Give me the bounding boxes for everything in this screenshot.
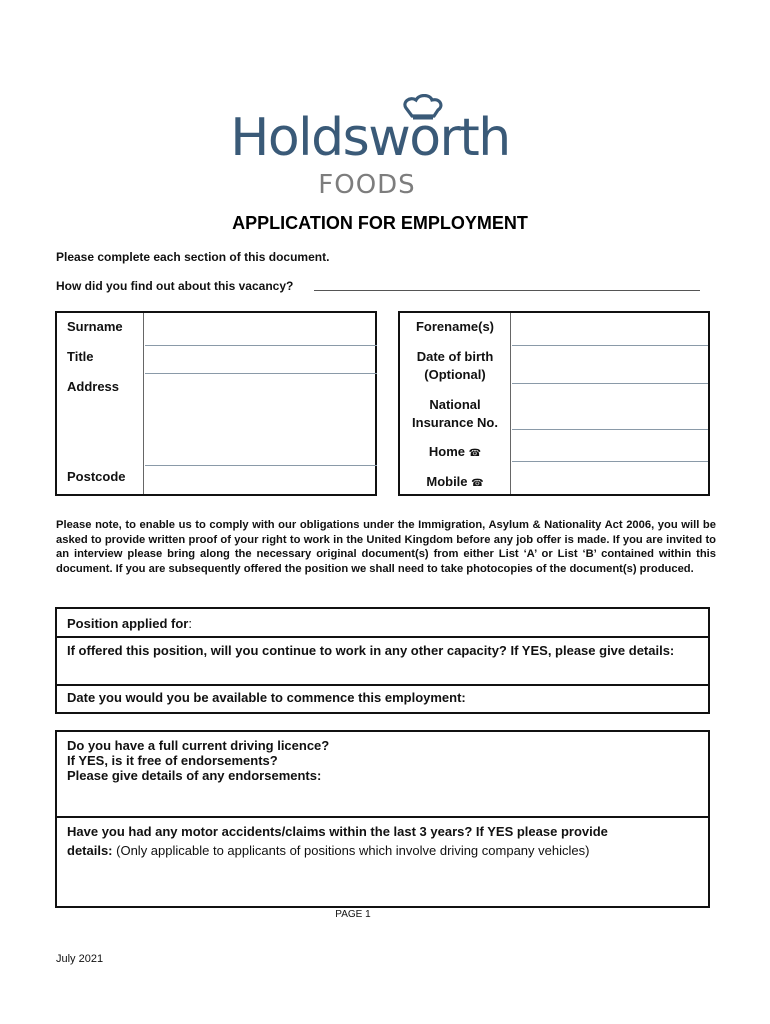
left-box-divider: [143, 313, 144, 494]
forenames-label: Forename(s): [415, 319, 495, 334]
licence-question-1: Do you have a full current driving licence?: [67, 738, 330, 753]
home-phone-field[interactable]: [512, 461, 708, 462]
personal-details-left-box: [55, 311, 377, 496]
forenames-field[interactable]: [512, 345, 708, 346]
position-row-divider-2: [57, 684, 708, 686]
driving-box: [55, 730, 710, 908]
ni-label-line2: Insurance No.: [412, 415, 498, 430]
home-label-text: Home: [428, 444, 466, 459]
licence-question-3: Please give details of any endorsements:: [67, 768, 322, 783]
commence-date-question: Date you would you be available to commence this employment:: [67, 690, 466, 705]
licence-question-2: If YES, is it free of endorsements?: [67, 753, 278, 768]
personal-details-right-box: [398, 311, 710, 496]
dob-field[interactable]: [512, 383, 708, 384]
position-applied-colon: :: [188, 616, 192, 631]
phone-icon: ☎: [471, 478, 484, 489]
accidents-details-line: [67, 842, 589, 859]
accidents-question: Have you had any motor accidents/claims within the last 3 years? If YES please provide: [67, 824, 608, 839]
complete-instruction: Please complete each section of this document.: [56, 250, 330, 264]
ni-field[interactable]: [512, 429, 708, 430]
position-applied-label: [67, 615, 192, 632]
accidents-details-label: details:: [67, 843, 113, 858]
page-number: PAGE 1: [335, 909, 371, 920]
phone-icon: ☎: [468, 448, 482, 459]
logo-wordmark: Holdsworth: [230, 108, 510, 168]
vacancy-answer-line[interactable]: [314, 290, 700, 291]
vacancy-question: How did you find out about this vacancy?: [56, 279, 294, 293]
title-field[interactable]: [145, 373, 377, 374]
dob-label-line2: (Optional): [424, 367, 486, 382]
document-date: July 2021: [56, 953, 104, 965]
dob-label-line1: Date of birth: [416, 349, 494, 364]
postcode-label: Postcode: [67, 469, 126, 484]
right-to-work-note: Please note, to enable us to comply with our obligations under the Immigration, Asylum & Nationality Act 2006, you will be asked to provide written proof of your right to work in the United Kingdom before any job offer is made. If you are invited to an interview please bring along the necessary original document(s) from either List ‘A’ or List ‘B’ contained within this document. If you are subsequently offered the position we shall need to take photocopies of the document(s) produced.: [56, 519, 716, 575]
address-label: Address: [67, 379, 120, 394]
address-field[interactable]: [145, 465, 377, 466]
surname-label: Surname: [67, 319, 123, 334]
position-box: [55, 607, 710, 714]
position-applied-text: Position applied for: [67, 616, 189, 631]
ni-label-line1: National: [429, 397, 481, 412]
position-row-divider-1: [57, 636, 708, 638]
driving-row-divider: [57, 816, 708, 818]
home-phone-label: [400, 444, 510, 459]
page-title: APPLICATION FOR EMPLOYMENT: [232, 213, 528, 233]
accidents-note: (Only applicable to applicants of positions which involve driving company vehicles): [116, 843, 590, 858]
mobile-label-text: Mobile: [426, 474, 468, 489]
right-box-divider: [510, 313, 511, 494]
title-label: Title: [67, 349, 94, 364]
other-capacity-question: If offered this position, will you continue to work in any other capacity? If YES, please give details:: [67, 643, 675, 658]
logo-foods: FOODS: [318, 170, 416, 200]
surname-field[interactable]: [145, 345, 377, 346]
mobile-phone-label: [400, 474, 510, 489]
